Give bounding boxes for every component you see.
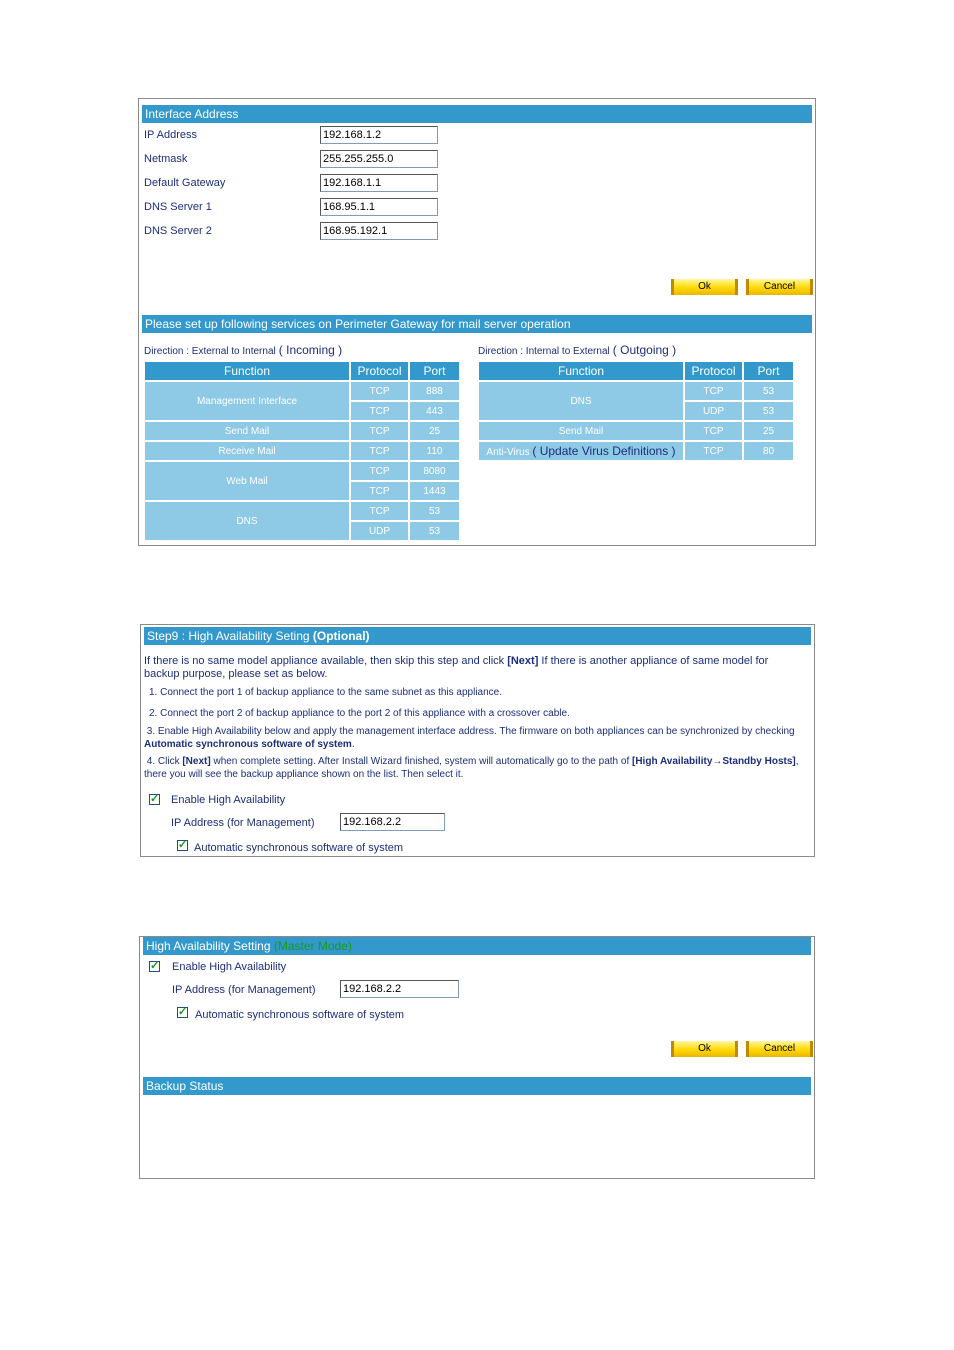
ha-ip-input[interactable]: 192.168.2.2 xyxy=(340,980,459,998)
table-cell-port: 53 xyxy=(410,502,459,520)
ha-step-4 xyxy=(144,755,808,781)
ha-ip-input[interactable]: 192.168.2.2 xyxy=(340,813,445,831)
ha-ip-label: IP Address (for Management) xyxy=(171,817,315,829)
cancel-button[interactable]: Cancel xyxy=(746,1041,813,1057)
table-cell-function: DNS xyxy=(145,502,349,540)
default-gateway-input[interactable]: 192.168.1.1 xyxy=(320,174,438,192)
table-cell-port: 25 xyxy=(744,422,793,440)
ok-button[interactable]: Ok xyxy=(671,279,738,295)
table-cell-protocol: TCP xyxy=(351,402,408,420)
table-cell-function: Send Mail xyxy=(479,422,683,440)
outgoing-header-port: Port xyxy=(744,362,793,380)
table-cell-port: 80 xyxy=(744,442,793,460)
incoming-header-protocol: Protocol xyxy=(351,362,408,380)
table-cell-port: 443 xyxy=(410,402,459,420)
table-cell-protocol: TCP xyxy=(685,422,742,440)
interface-panel xyxy=(138,98,816,546)
table-cell-function xyxy=(479,442,683,460)
ha-intro-c: If there is another appliance of same model for backup purpose, please set as below. xyxy=(144,655,769,680)
dns-server-1-input[interactable]: 168.95.1.1 xyxy=(320,198,438,216)
enable-ha-label: Enable High Availability xyxy=(172,961,287,973)
table-cell-function: Receive Mail xyxy=(145,442,349,460)
services-header: Please set up following services on Perimeter Gateway for mail server operation xyxy=(142,315,812,333)
table-cell-protocol: TCP xyxy=(351,462,408,480)
ha-wizard-header xyxy=(144,627,811,645)
ha-wizard-title-optional: (Optional) xyxy=(312,629,370,643)
incoming-direction-label: ( Incoming ) xyxy=(278,343,343,357)
cancel-button[interactable]: Cancel xyxy=(746,279,813,295)
table-cell-port: 1443 xyxy=(410,482,459,500)
ha-master-title: High Availability Setting xyxy=(146,939,271,953)
ha-step-1: 1. Connect the port 1 of backup appliance to the same subnet as this appliance. xyxy=(149,687,503,698)
ha-intro-text xyxy=(144,655,804,681)
netmask-input[interactable]: 255.255.255.0 xyxy=(320,150,438,168)
table-cell-protocol: TCP xyxy=(685,442,742,460)
table-cell-protocol: UDP xyxy=(685,402,742,420)
ok-button[interactable]: Ok xyxy=(671,1041,738,1057)
enable-ha-checkbox[interactable]: ✓ xyxy=(150,960,160,972)
ha-step-4-a: 4. Click xyxy=(146,756,183,767)
auto-sync-checkbox[interactable]: ✓ xyxy=(178,1006,188,1018)
table-cell-protocol: TCP xyxy=(685,382,742,400)
table-cell-function: Web Mail xyxy=(145,462,349,500)
anti-virus-detail: ( Update Virus Definitions ) xyxy=(532,444,676,458)
interface-address-header: Interface Address xyxy=(142,105,812,123)
dns-server-1-label: DNS Server 1 xyxy=(144,201,212,213)
ip-address-input[interactable]: 192.168.1.2 xyxy=(320,126,438,144)
ha-step-4-next: [Next] xyxy=(182,756,211,767)
incoming-header-port: Port xyxy=(410,362,459,380)
ha-master-panel xyxy=(139,936,815,1179)
table-cell-protocol: TCP xyxy=(351,482,408,500)
table-cell-port: 53 xyxy=(410,522,459,540)
netmask-label: Netmask xyxy=(144,153,188,165)
ha-step-2: 2. Connect the port 2 of backup appliance to the port 2 of this appliance with a crossover cable. xyxy=(149,708,570,719)
table-cell-protocol: TCP xyxy=(351,442,408,460)
auto-sync-label: Automatic synchronous software of system xyxy=(195,1009,405,1021)
ha-step-4-path: [High Availability→Standby Hosts] xyxy=(632,756,796,767)
ha-ip-label: IP Address (for Management) xyxy=(172,984,316,996)
table-cell-port: 888 xyxy=(410,382,459,400)
table-cell-protocol: TCP xyxy=(351,502,408,520)
ha-intro-next: [Next] xyxy=(507,655,539,667)
table-cell-function: Management Interface xyxy=(145,382,349,420)
outgoing-header-protocol: Protocol xyxy=(685,362,742,380)
ha-wizard-title: Step9 : High Availability Seting xyxy=(147,629,310,643)
ha-step-4-c: when complete setting. After Install Wizard finished, system will automatically go to the path of xyxy=(210,756,632,767)
table-cell-port: 25 xyxy=(410,422,459,440)
outgoing-direction-prefix: Direction : Internal to External xyxy=(478,346,610,357)
dns-server-2-label: DNS Server 2 xyxy=(144,225,212,237)
ha-wizard-panel xyxy=(140,624,815,857)
table-cell-port: 53 xyxy=(744,382,793,400)
ha-step-3-a: 3. Enable High Availability below and apply the management interface address. The firmware on both appliances can be synchronized by checking xyxy=(146,726,795,737)
outgoing-direction xyxy=(478,343,676,357)
table-cell-function: DNS xyxy=(479,382,683,420)
auto-sync-checkbox[interactable]: ✓ xyxy=(178,839,188,851)
table-cell-protocol: UDP xyxy=(351,522,408,540)
table-cell-protocol: TCP xyxy=(351,422,408,440)
ha-intro-a: If there is no same model appliance available, then skip this step and click xyxy=(144,655,508,667)
ha-step-3 xyxy=(144,725,804,751)
default-gateway-label: Default Gateway xyxy=(144,177,226,189)
anti-virus-label: Anti-Virus xyxy=(486,447,530,458)
ip-address-label: IP Address xyxy=(144,129,197,141)
incoming-services-table xyxy=(143,360,461,542)
table-cell-protocol: TCP xyxy=(351,382,408,400)
outgoing-header-function: Function xyxy=(479,362,683,380)
backup-status-header: Backup Status xyxy=(143,1077,811,1095)
ha-step-4-e: , there you will see the backup appliance shown on the list. Then select it. xyxy=(144,756,799,780)
table-cell-port: 53 xyxy=(744,402,793,420)
outgoing-direction-label: ( Outgoing ) xyxy=(612,343,677,357)
table-cell-port: 110 xyxy=(410,442,459,460)
incoming-direction-prefix: Direction : External to Internal xyxy=(144,346,276,357)
ha-step-3-c: . xyxy=(351,739,355,750)
outgoing-services-table xyxy=(477,360,795,462)
ha-master-header xyxy=(143,937,811,955)
auto-sync-label: Automatic synchronous software of system xyxy=(194,842,404,854)
enable-ha-label: Enable High Availability xyxy=(171,794,286,806)
ha-step-3-b: Automatic synchronous software of system xyxy=(144,739,352,750)
ha-master-mode: (Master Mode) xyxy=(273,939,352,953)
incoming-header-function: Function xyxy=(145,362,349,380)
incoming-direction xyxy=(144,343,342,357)
table-cell-port: 8080 xyxy=(410,462,459,480)
table-cell-function: Send Mail xyxy=(145,422,349,440)
enable-ha-checkbox[interactable]: ✓ xyxy=(150,793,160,805)
dns-server-2-input[interactable]: 168.95.192.1 xyxy=(320,222,438,240)
